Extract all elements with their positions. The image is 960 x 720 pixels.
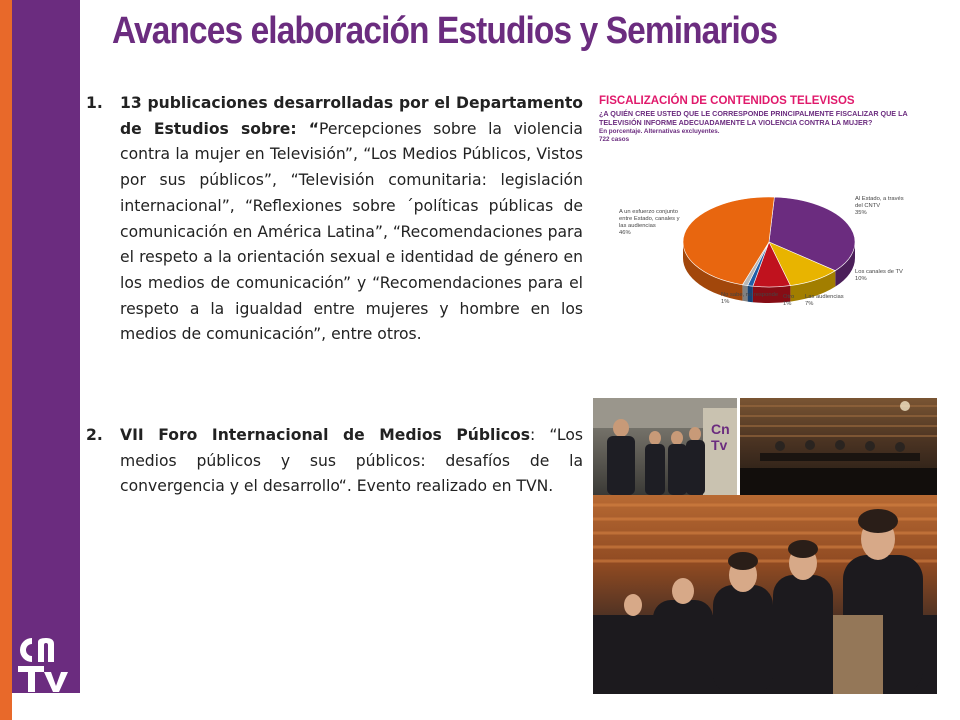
item-bold-text: VII Foro Internacional de Medios Públicos <box>120 426 530 444</box>
photo-speakers-standing <box>593 398 737 495</box>
chart-subtitle: En porcentaje. Alternativas excluyentes. <box>599 128 720 135</box>
pie-svg <box>593 92 945 322</box>
item-number: 1. <box>86 94 103 112</box>
chart-title: FISCALIZACIÓN DE CONTENIDOS TELEVISOS <box>599 95 855 107</box>
svg-text:Tv: Tv <box>711 437 728 453</box>
left-purple-band <box>12 0 80 693</box>
list-item <box>86 91 583 348</box>
item-bold-text: 13 publicaciones desarrolladas por el Departamento de Estudios sobre: “ <box>120 94 583 138</box>
pie-slice-label: No sabe, no responde 1% <box>721 292 779 305</box>
pie-chart <box>593 92 945 322</box>
pie-slice-label: Las audiencias 7% <box>805 294 844 307</box>
slide-title: Avances elaboración Estudios y Seminarios <box>112 10 778 52</box>
item-text: : “Los medios públicos y sus públicos: desafíos de la convergencia y el desarrollo“. Evento realizado en TVN. <box>120 426 583 496</box>
pie-slice-label: A un esfuerzo conjunto entre Estado, canales y las audiencias 46% <box>619 209 680 236</box>
left-orange-band <box>0 0 12 720</box>
photo-audience <box>593 495 937 694</box>
item-text: Percepciones sobre la violencia contra la mujer en Televisión”, “Los Medios Públicos, Vistos por sus públicos”, “Televisión comunitaria: legislación internacional”, “Reflexiones sobre ´políticas públicas de comunicación en América Latina”, “Recomendaciones para el respeto a la orientación sexual e identidad de género en los medios de comunicación” y “Recomendaciones para el respeto a la igualdad entre mujeres y hombre en los medios de comunicación”, entre otros. <box>120 119 583 344</box>
item-number: 2. <box>86 426 103 444</box>
svg-text:Cn: Cn <box>711 421 730 437</box>
cntv-logo <box>14 632 78 694</box>
pie-slice-label: Al Estado, a través del CNTV 35% <box>855 196 904 216</box>
pie-slice-label: Otro 1% <box>783 294 795 307</box>
list-item <box>86 423 583 500</box>
chart-sample: 722 casos <box>599 136 630 143</box>
photo-panel-stage <box>740 398 937 495</box>
chart-question: ¿A QUIÉN CREE USTED QUE LE CORRESPONDE PRINCIPALMENTE FISCALIZAR QUE LA TELEVISIÓN INFORME ADECUADAMENTE LA VIOLENCIA CONTRA LA MUJER? <box>599 109 908 127</box>
pie-slice-label: Los canales de TV 10% <box>855 269 903 282</box>
